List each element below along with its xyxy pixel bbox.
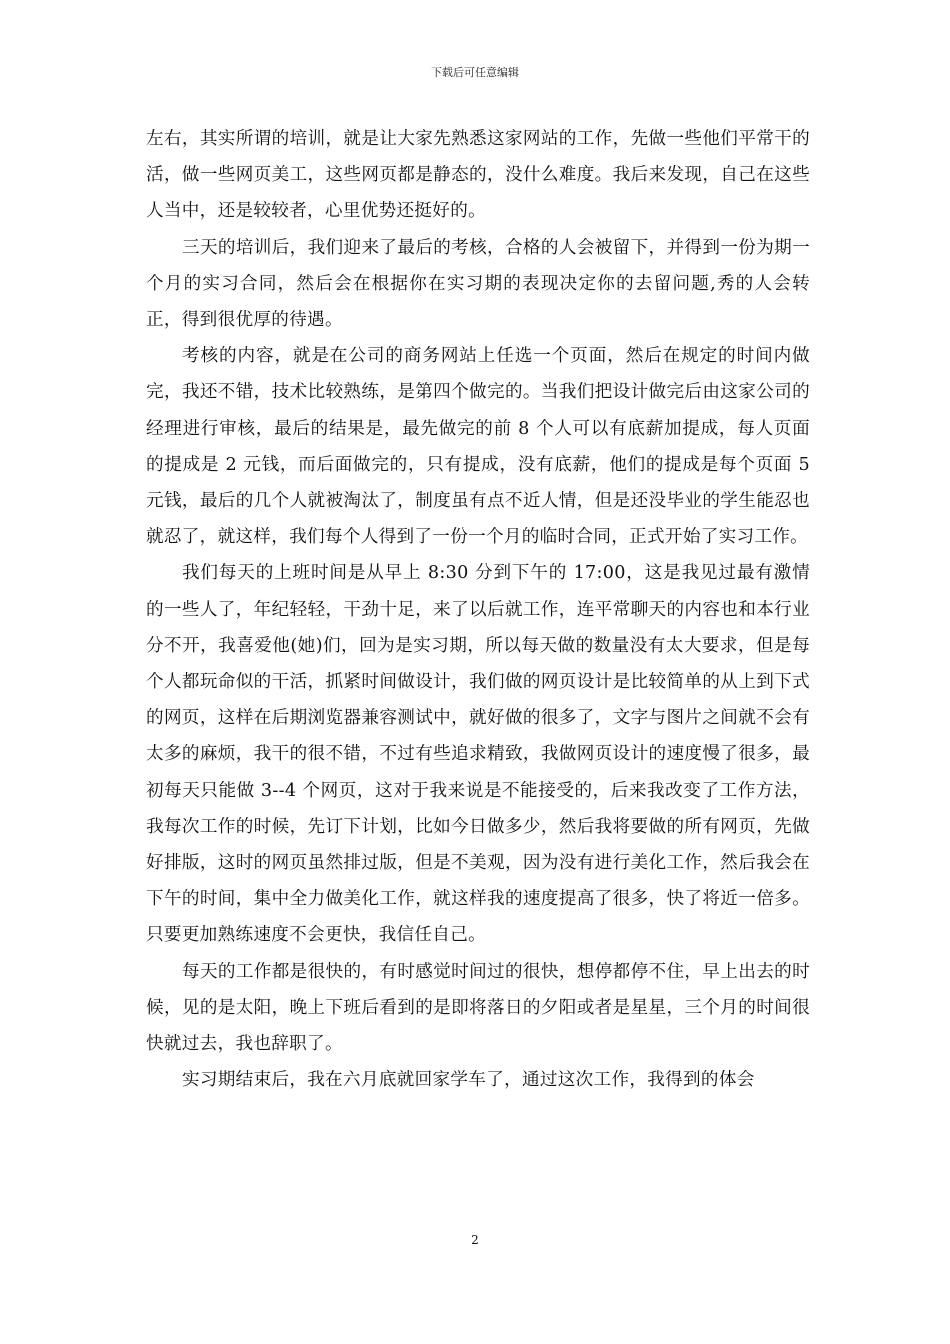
page-number: 2 bbox=[471, 1233, 479, 1247]
paragraph-5: 每天的工作都是很快的，有时感觉时间过的很快，想停都停不住，早上出去的时候，见的是太阳，晚上下班后看到的是即将落日的夕阳或者是星星，三个月的时间很快就过去，我也辞职了。 bbox=[146, 961, 810, 1055]
paragraph-1: 左右，其实所谓的培训，就是让大家先熟悉这家网站的工作，先做一些他们平常干的活，做一些网页美工，这些网页都是静态的，没什么难度。我后来发现，自己在这些人当中，还是较较者，心里优势还挺好的。 bbox=[146, 129, 810, 222]
paragraph-6: 实习期结束后，我在六月底就回家学车了，通过这次工作，我得到的体会 bbox=[182, 1070, 755, 1091]
paragraph-4: 我们每天的上班时间是从早上 8:30 分到下午的 17:00，这是我见过最有激情的一些人了，年纪轻轻，干劲十足，来了以后就工作，连平常聊天的内容也和本行业分不开，我喜爱他(她)们，回为是实习期，所以每天做的数量没有太大要求，但是每个人都玩命似的干活，抓紧时间做设计，我们做的网页设计是比较简单的从上到下式的网页，这样在后期浏览器兼容测试中，就好做的很多了，文字与图片之间就不会有太多的麻烦，我干的很不错，不过有些追求精致，我做网页设计的速度慢了很多，最初每天只能做 3--4 个网页，这对于我来说是不能接受的，后来我改变了工作方法，我每次工作的时候，先订下计划，比如今日做多少，然后我将要做的所有网页，先做好排版，这时的网页虽然排过版，但是不美观，因为没有进行美化工作，然后我会在下午的时间，集中全力做美化工作，就这样我的速度提高了很多，快了将近一倍多。只要更加熟练速度不会更快，我信任自己。 bbox=[146, 563, 810, 946]
page-header: 下载后可任意编辑 bbox=[431, 66, 519, 79]
document-body bbox=[146, 121, 810, 1098]
paragraph-3: 考核的内容，就是在公司的商务网站上任选一个页面，然后在规定的时间内做完，我还不错，技术比较熟练，是第四个做完的。当我们把设计做完后由这家公司的经理进行审核，最后的结果是，最先做完的前 8 个人可以有底薪加提成，每人页面的提成是 2 元钱，而后面做完的，只有提成，没有底薪，他们的提成是每个页面 5 元钱，最后的几个人就被淘汰了，制度虽有点不近人情，但是还没毕业的学生能忍也就忍了，就这样，我们每个人得到了一份一个月的临时合同，正式开始了实习工作。 bbox=[146, 346, 810, 548]
paragraph-2: 三天的培训后，我们迎来了最后的考核，合格的人会被留下，并得到一份为期一个月的实习合同，然后会在根据你在实习期的表现决定你的去留问题,秀的人会转正，得到很优厚的待遇。 bbox=[146, 237, 810, 331]
